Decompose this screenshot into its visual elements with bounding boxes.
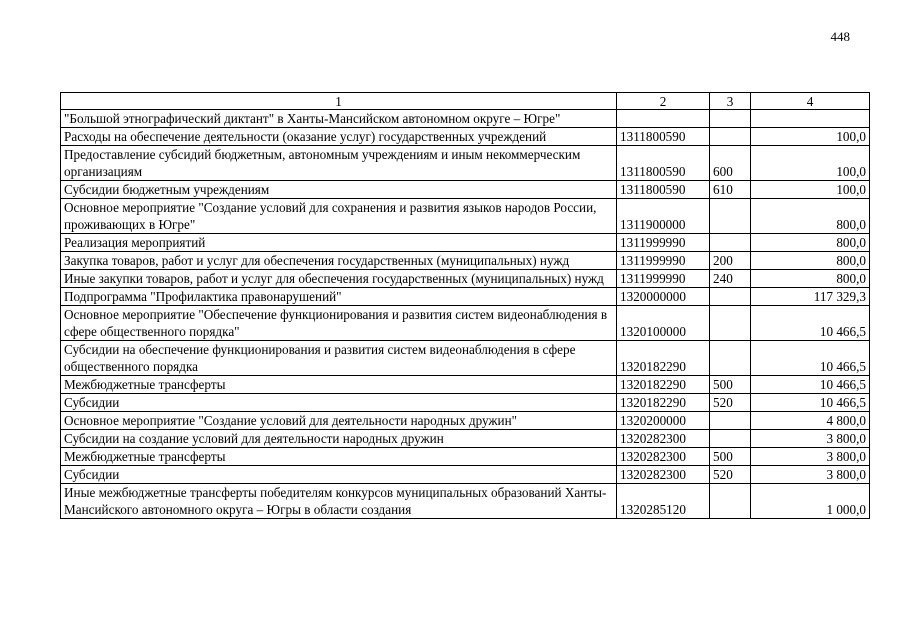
row-expense-type: 500 bbox=[710, 376, 751, 394]
row-expense-type bbox=[710, 110, 751, 128]
table-row bbox=[61, 128, 870, 146]
row-code: 1320285120 bbox=[617, 484, 710, 519]
column-header-sum: 4 bbox=[751, 93, 870, 110]
row-name: Межбюджетные трансферты bbox=[61, 448, 617, 466]
row-name: Основное мероприятие "Создание условий для деятельности народных дружин" bbox=[61, 412, 617, 430]
row-code: 1320182290 bbox=[617, 341, 710, 376]
page-number: 448 bbox=[830, 29, 850, 44]
row-code: 1320282300 bbox=[617, 430, 710, 448]
row-code: 1311900000 bbox=[617, 199, 710, 234]
row-expense-type bbox=[710, 341, 751, 376]
table-row bbox=[61, 430, 870, 448]
table-row bbox=[61, 199, 870, 234]
row-name: Субсидии на создание условий для деятельности народных дружин bbox=[61, 430, 617, 448]
row-code: 1311999990 bbox=[617, 270, 710, 288]
row-sum: 10 466,5 bbox=[751, 341, 870, 376]
row-name: Подпрограмма "Профилактика правонарушений" bbox=[61, 288, 617, 306]
row-sum: 100,0 bbox=[751, 146, 870, 181]
row-sum: 800,0 bbox=[751, 234, 870, 252]
row-sum: 100,0 bbox=[751, 128, 870, 146]
row-code: 1320182290 bbox=[617, 376, 710, 394]
row-code: 1320000000 bbox=[617, 288, 710, 306]
row-name: Реализация мероприятий bbox=[61, 234, 617, 252]
table-row bbox=[61, 234, 870, 252]
row-expense-type: 500 bbox=[710, 448, 751, 466]
row-sum: 800,0 bbox=[751, 252, 870, 270]
row-expense-type bbox=[710, 430, 751, 448]
row-code: 1311999990 bbox=[617, 234, 710, 252]
row-sum: 3 800,0 bbox=[751, 448, 870, 466]
table-row bbox=[61, 110, 870, 128]
table-row bbox=[61, 484, 870, 519]
row-code: 1311800590 bbox=[617, 128, 710, 146]
row-name: Межбюджетные трансферты bbox=[61, 376, 617, 394]
column-header-code: 2 bbox=[617, 93, 710, 110]
row-sum: 3 800,0 bbox=[751, 430, 870, 448]
row-expense-type: 600 bbox=[710, 146, 751, 181]
row-sum: 10 466,5 bbox=[751, 376, 870, 394]
column-header-name: 1 bbox=[61, 93, 617, 110]
row-sum: 10 466,5 bbox=[751, 394, 870, 412]
row-sum: 800,0 bbox=[751, 270, 870, 288]
row-sum: 1 000,0 bbox=[751, 484, 870, 519]
table-row bbox=[61, 376, 870, 394]
row-sum: 800,0 bbox=[751, 199, 870, 234]
row-expense-type: 520 bbox=[710, 394, 751, 412]
row-name: Субсидии bbox=[61, 394, 617, 412]
row-name: Основное мероприятие "Создание условий для сохранения и развития языков народов России, проживающих в Югре" bbox=[61, 199, 617, 234]
row-expense-type bbox=[710, 484, 751, 519]
row-expense-type bbox=[710, 234, 751, 252]
row-code bbox=[617, 110, 710, 128]
row-expense-type bbox=[710, 199, 751, 234]
table-row bbox=[61, 341, 870, 376]
table-row bbox=[61, 306, 870, 341]
row-sum: 4 800,0 bbox=[751, 412, 870, 430]
table-row bbox=[61, 146, 870, 181]
row-expense-type bbox=[710, 306, 751, 341]
row-sum: 3 800,0 bbox=[751, 466, 870, 484]
column-header-expense-type: 3 bbox=[710, 93, 751, 110]
table-row bbox=[61, 466, 870, 484]
row-sum bbox=[751, 110, 870, 128]
row-sum: 10 466,5 bbox=[751, 306, 870, 341]
row-expense-type bbox=[710, 128, 751, 146]
row-name: Иные закупки товаров, работ и услуг для обеспечения государственных (муниципальных) нужд bbox=[61, 270, 617, 288]
row-code: 1320200000 bbox=[617, 412, 710, 430]
budget-table bbox=[60, 92, 870, 519]
row-sum: 117 329,3 bbox=[751, 288, 870, 306]
row-expense-type: 240 bbox=[710, 270, 751, 288]
table-row bbox=[61, 252, 870, 270]
row-code: 1311800590 bbox=[617, 181, 710, 199]
row-name: Расходы на обеспечение деятельности (оказание услуг) государственных учреждений bbox=[61, 128, 617, 146]
table-header-row bbox=[61, 93, 870, 110]
row-expense-type bbox=[710, 288, 751, 306]
row-sum: 100,0 bbox=[751, 181, 870, 199]
row-name: Субсидии на обеспечение функционирования и развития систем видеонаблюдения в сфере общественного порядка bbox=[61, 341, 617, 376]
row-code: 1320282300 bbox=[617, 448, 710, 466]
row-expense-type bbox=[710, 412, 751, 430]
table-row bbox=[61, 270, 870, 288]
table-row bbox=[61, 412, 870, 430]
table-row bbox=[61, 288, 870, 306]
row-code: 1311800590 bbox=[617, 146, 710, 181]
row-expense-type: 610 bbox=[710, 181, 751, 199]
row-name: Закупка товаров, работ и услуг для обеспечения государственных (муниципальных) нужд bbox=[61, 252, 617, 270]
row-name: Основное мероприятие "Обеспечение функционирования и развития систем видеонаблюдения в сфере общественного порядка" bbox=[61, 306, 617, 341]
row-code: 1320182290 bbox=[617, 394, 710, 412]
row-expense-type: 200 bbox=[710, 252, 751, 270]
row-name: Субсидии бюджетным учреждениям bbox=[61, 181, 617, 199]
row-code: 1311999990 bbox=[617, 252, 710, 270]
row-name: "Большой этнографический диктант" в Ханты-Мансийском автономном округе – Югре" bbox=[61, 110, 617, 128]
row-name: Иные межбюджетные трансферты победителям конкурсов муниципальных образований Ханты-Мансийского автономного округа – Югры в области создания bbox=[61, 484, 617, 519]
row-code: 1320282300 bbox=[617, 466, 710, 484]
row-name: Субсидии bbox=[61, 466, 617, 484]
table-row bbox=[61, 448, 870, 466]
row-name: Предоставление субсидий бюджетным, автономным учреждениям и иным некоммерческим организациям bbox=[61, 146, 617, 181]
table-row bbox=[61, 394, 870, 412]
row-expense-type: 520 bbox=[710, 466, 751, 484]
table-row bbox=[61, 181, 870, 199]
row-code: 1320100000 bbox=[617, 306, 710, 341]
